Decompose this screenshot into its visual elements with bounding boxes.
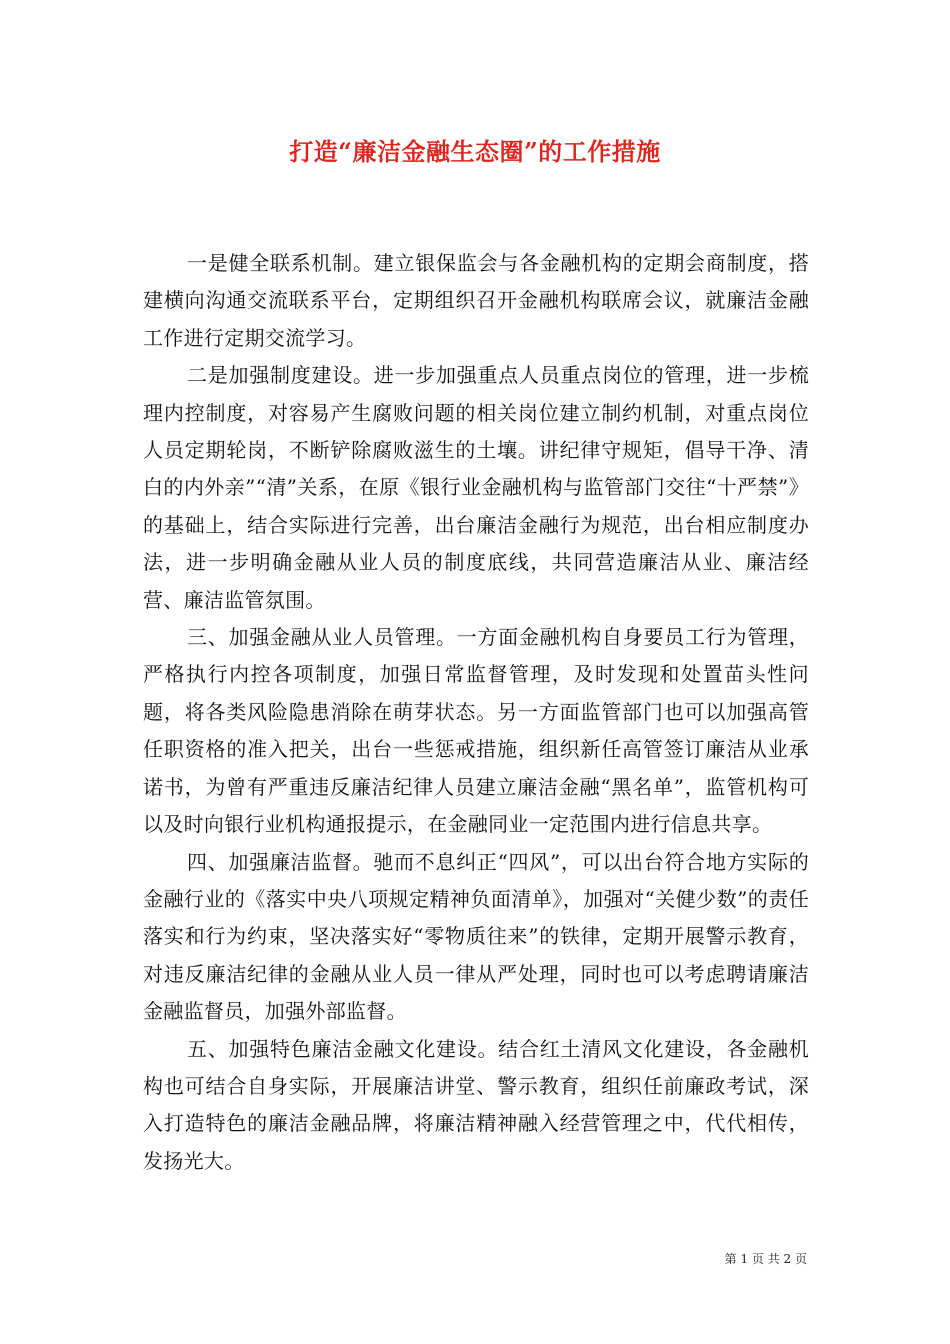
document-title: 打造“廉洁金融生态圈”的工作措施: [289, 137, 661, 166]
paragraph-4: 四、加强廉洁监督。驰而不息纠正“四风”，可以出台符合地方实际的金融行业的《落实中央八项规定精神负面清单》，加强对“关健少数”的责任落实和行为约束，坚决落实好“零物质往来”的铁律，定期开展警示教育，对违反廉洁纪律的金融从业人员一律从严处理，同时也可以考虑聘请廉洁金融监督员，加强外部监督。: [143, 849, 809, 1024]
paragraph-2: 二是加强制度建设。进一步加强重点人员重点岗位的管理，进一步梳理内控制度，对容易产生腐败问题的相关岗位建立制约机制，对重点岗位人员定期轮岗，不断铲除腐败滋生的土壤。讲纪律守规矩，倡导干净、清白的内外亲”“清”关系，在原《银行业金融机构与监管部门交往“十严禁”》的基础上，结合实际进行完善，出台廉洁金融行为规范，出台相应制度办法，进一步明确金融从业人员的制度底线，共同营造廉洁从业、廉洁经营、廉洁监管氛围。: [143, 363, 809, 612]
paragraph-3: 三、加强金融从业人员管理。一方面金融机构自身要员工行为管理，严格执行内控各项制度，加强日常监督管理，及时发现和处置苗头性问题，将各类风险隐患消除在萌芽状态。另一方面监管部门也可以加强高管任职资格的准入把关，出台一些惩戒措施，组织新任高管签订廉洁从业承诺书，为曾有严重违反廉洁纪律人员建立廉洁金融“黑名单”，监管机构可以及时向银行业机构通报提示，在金融同业一定范围内进行信息共享。: [143, 625, 809, 837]
page-number-footer: 第 1 页 共 2 页: [724, 1252, 807, 1266]
paragraph-1: 一是健全联系机制。建立银保监会与各金融机构的定期会商制度，搭建横向沟通交流联系平台，定期组织召开金融机构联席会议，就廉洁金融工作进行定期交流学习。: [143, 251, 809, 350]
document-body: [143, 245, 809, 1180]
paragraph-5: 五、加强特色廉洁金融文化建设。结合红土清风文化建设，各金融机构也可结合自身实际，开展廉洁讲堂、警示教育，组织任前廉政考试，深入打造特色的廉洁金融品牌，将廉洁精神融入经营管理之中，代代相传，发扬光大。: [143, 1036, 809, 1173]
